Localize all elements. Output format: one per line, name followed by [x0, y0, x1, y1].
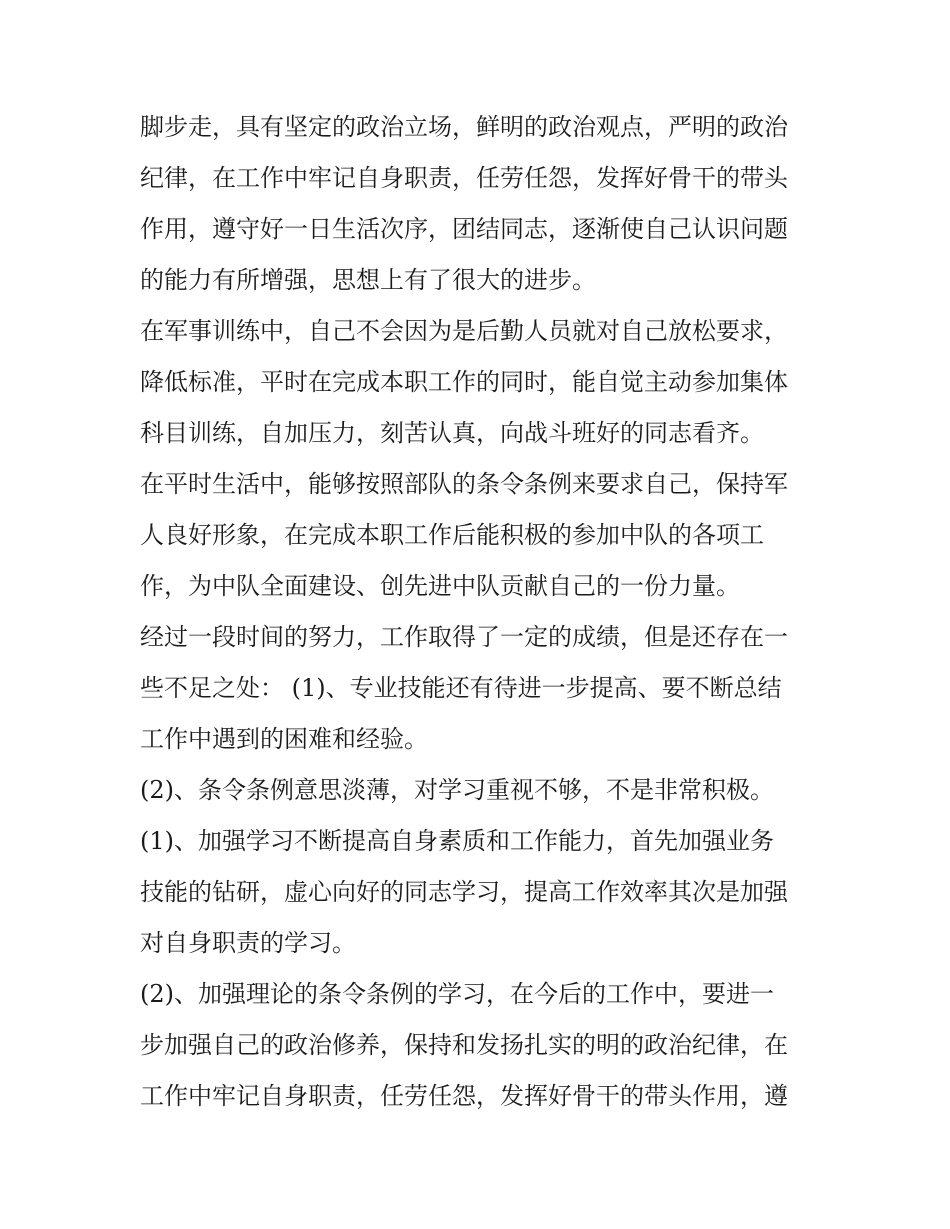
text-line: 人良好形象，在完成本职工作后能积极的参加中队的各项工 — [140, 521, 764, 549]
text-line: (2)、条令条例意思淡薄，对学习重视不够，不是非常积极。 — [140, 776, 774, 804]
text-line: 纪律，在工作中牢记自身职责，任劳任怨，发挥好骨干的带头 — [140, 164, 788, 192]
text-line: 作，为中队全面建设、创先进中队贡献自己的一份力量。 — [140, 572, 740, 600]
text-line: (1)、加强学习不断提高自身素质和工作能力，首先加强业务 — [140, 827, 774, 855]
text-line: (2)、加强理论的条令条例的学习，在今后的工作中，要进一 — [140, 980, 774, 1008]
text-line: 科目训练，自加压力，刻苦认真，向战斗班好的同志看齐。 — [140, 419, 764, 447]
text-line: 步加强自己的政治修养，保持和发扬扎实的明的政治纪律，在 — [140, 1031, 788, 1059]
text-line: 脚步走，具有坚定的政治立场，鲜明的政治观点，严明的政治 — [140, 113, 788, 141]
text-line: 在军事训练中，自己不会因为是后勤人员就对自己放松要求， — [140, 317, 788, 345]
text-line: 对自身职责的学习。 — [140, 929, 356, 957]
text-line: 工作中牢记自身职责，任劳任怨，发挥好骨干的带头作用，遵 — [140, 1082, 788, 1110]
text-line: 作用，遵守好一日生活次序，团结同志，逐渐使自己认识问题 — [140, 215, 788, 243]
text-line: 在平时生活中，能够按照部队的条令条例来要求自己，保持军 — [140, 470, 788, 498]
text-line: 工作中遇到的困难和经验。 — [140, 725, 428, 753]
text-line: 技能的钻研，虚心向好的同志学习，提高工作效率其次是加强 — [140, 878, 788, 906]
text-line: 降低标准，平时在完成本职工作的同时，能自觉主动参加集体 — [140, 368, 788, 396]
text-line: 经过一段时间的努力，工作取得了一定的成绩，但是还存在一 — [140, 623, 788, 651]
text-line: 些不足之处： (1)、专业技能还有待进一步提高、要不断总结 — [140, 674, 782, 702]
text-line: 的能力有所增强，思想上有了很大的进步。 — [140, 266, 596, 294]
document-body — [140, 102, 820, 1122]
